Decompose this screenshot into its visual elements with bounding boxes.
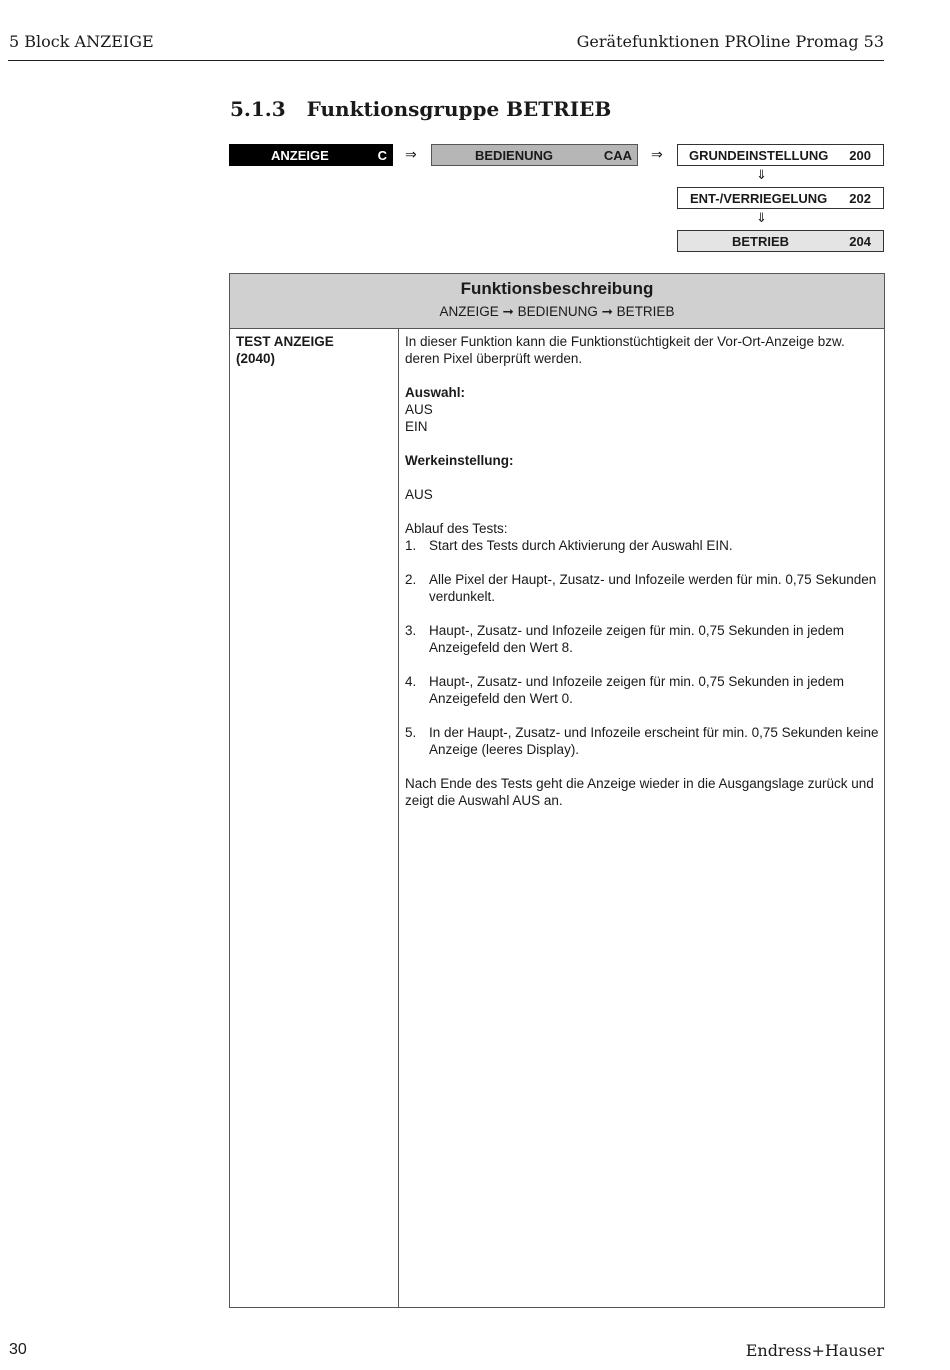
step-text: Haupt-, Zusatz- und Infozeile zeigen für min. 0,75 Sekunden in jedem Anzeigefeld den Wert 0.: [429, 674, 844, 706]
function-description-cell: [405, 333, 881, 826]
menu-block-code: C: [377, 147, 387, 163]
step-number: 5.: [405, 725, 417, 740]
menu-function-code: 202: [849, 190, 871, 206]
procedure-step: [405, 673, 881, 707]
selection-label: Auswahl:: [405, 385, 466, 400]
step-number: 2.: [405, 572, 417, 587]
procedure-step: [405, 571, 881, 605]
table-menu-path: ANZEIGE ➞ BEDIENUNG ➞ BETRIEB: [439, 304, 675, 319]
section-title: [230, 97, 611, 121]
selection-option: EIN: [405, 419, 428, 434]
step-text: Haupt-, Zusatz- und Infozeile zeigen für min. 0,75 Sekunden in jedem Anzeigefeld den Wert 8.: [429, 623, 844, 655]
brand-logo-text: Endress+Hauser: [745, 1341, 884, 1360]
procedure-label: Ablauf des Tests:: [405, 521, 508, 536]
function-name-cell: [236, 333, 334, 367]
menu-function-box: [677, 144, 884, 166]
menu-function-code: 200: [849, 147, 871, 163]
closing-text: Nach Ende des Tests geht die Anzeige wieder in die Ausgangslage zurück und zeigt die Auswahl AUS an.: [405, 776, 874, 808]
function-table: [229, 273, 885, 1308]
menu-function-label: ENT-/VERRIEGELUNG: [690, 190, 828, 206]
step-text: Start des Tests durch Aktivierung der Auswahl EIN.: [429, 538, 733, 553]
menu-function-label: BETRIEB: [732, 233, 790, 249]
intro-text: In dieser Funktion kann die Funktionstüchtigkeit der Vor-Ort-Anzeige bzw. deren Pixel überprüft werden.: [405, 334, 845, 366]
menu-function-code: 204: [849, 233, 871, 249]
menu-group-box: [431, 144, 638, 166]
menu-block-label: ANZEIGE: [271, 147, 329, 163]
column-divider: [398, 328, 399, 1307]
menu-function-box-active: [677, 230, 884, 252]
menu-function-box: [677, 187, 884, 209]
table-header: [230, 274, 884, 329]
header-rule: [8, 60, 884, 61]
arrow-right-icon: ⇒: [651, 146, 663, 162]
procedure-step: [405, 537, 881, 554]
arrow-down-icon: ⇓: [756, 167, 767, 182]
factory-setting-label: Werkeinstellung:: [405, 453, 514, 468]
menu-function-label: GRUNDEINSTELLUNG: [689, 147, 829, 163]
step-text: In der Haupt-, Zusatz- und Infozeile erscheint für min. 0,75 Sekunden keine Anzeige (leeres Display).: [429, 725, 879, 757]
section-title-text: Funktionsgruppe BETRIEB: [306, 97, 612, 121]
menu-block-box: [229, 144, 393, 166]
selection-option: AUS: [405, 402, 433, 417]
menu-group-label: BEDIENUNG: [475, 147, 554, 163]
menu-group-code: CAA: [603, 147, 632, 163]
step-number: 4.: [405, 674, 417, 689]
procedure-step: [405, 724, 881, 758]
step-text: Alle Pixel der Haupt-, Zusatz- und Infozeile werden für min. 0,75 Sekunden verdunkelt.: [429, 572, 877, 604]
procedure-step: [405, 622, 881, 656]
table-heading: Funktionsbeschreibung: [460, 279, 654, 298]
selection-block: [405, 384, 881, 435]
header-manual-title: Gerätefunktionen PROline Promag 53: [576, 32, 884, 51]
page-number: 30: [9, 1341, 27, 1358]
arrow-right-icon: ⇒: [405, 146, 417, 162]
section-number: 5.1.3: [230, 97, 286, 121]
function-code: (2040): [236, 351, 276, 366]
header-chapter: 5 Block ANZEIGE: [9, 32, 154, 51]
function-name: TEST ANZEIGE: [236, 334, 334, 349]
arrow-down-icon: ⇓: [756, 210, 767, 225]
step-number: 1.: [405, 538, 417, 553]
factory-setting-value: AUS: [405, 487, 433, 502]
step-number: 3.: [405, 623, 417, 638]
